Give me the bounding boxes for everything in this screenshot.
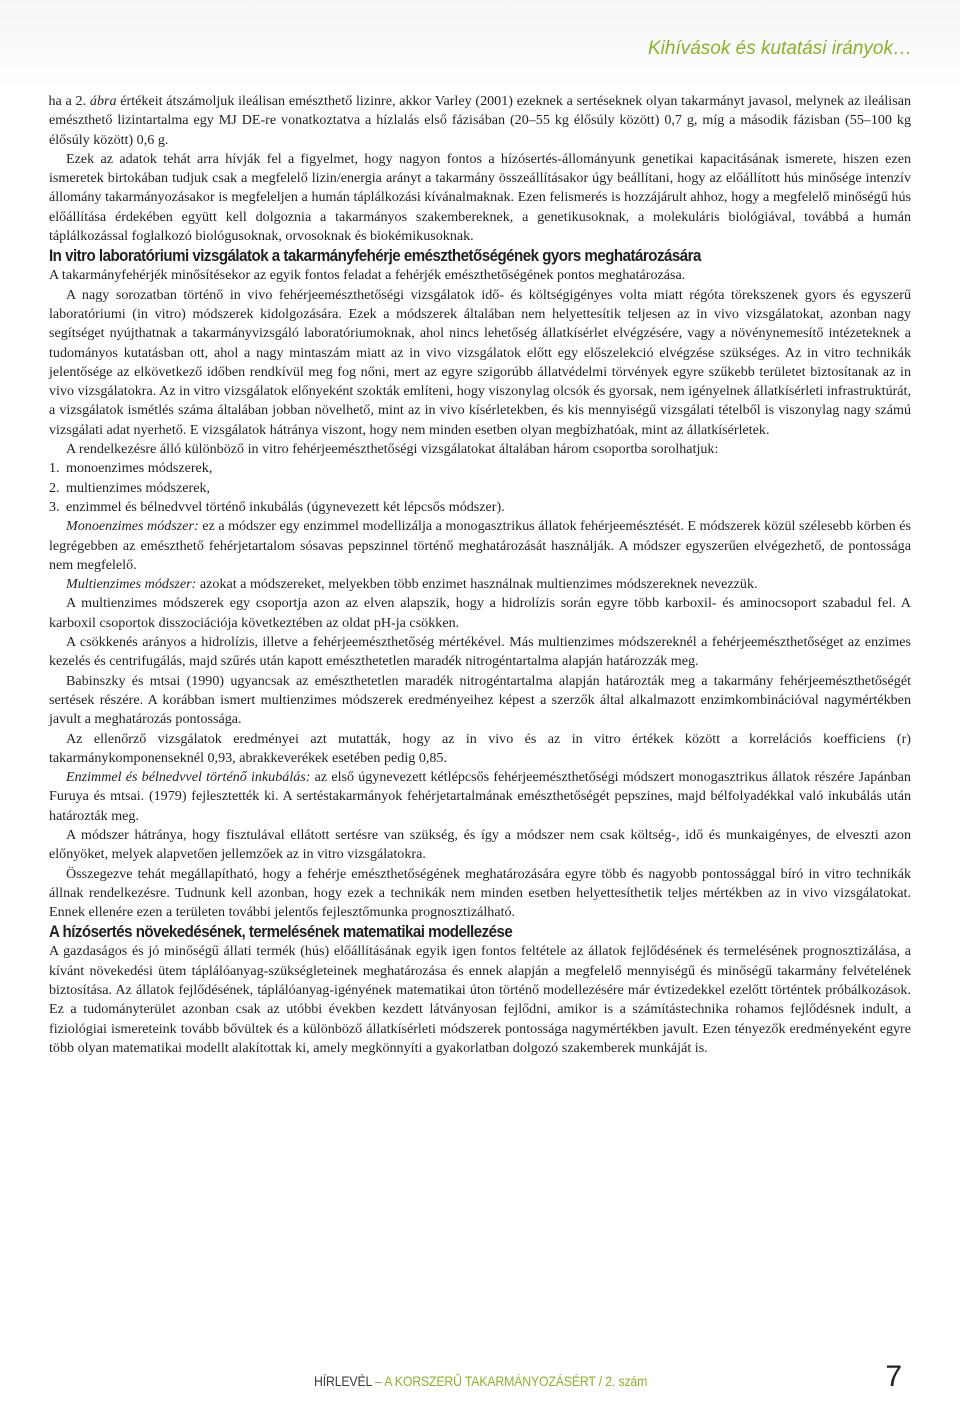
s1-paragraph-2: A nagy sorozatban történő in vivo fehérjeemészthetőségi vizsgálatok idő- és költségigényes volta miatt régóta törekszenek gyors és egyszerű laboratóriumi (in vitro) módszerek kidolgozására. Ezek a módszerek általában nem helyettesítik teljesen az in vivo vizsgálatokat, azonban nagy segítséget nyújthatnak a takarmányvizsgáló laboratóriumoknak, ahol nincs lehetőség állatkísérlet elvégzésére, vagy a növénynemesítő intézeteknek a tudományos kutatásban ott, ahol a nagy mintaszám miatt az in vivo vizsgálatok előtt egy előszelekció elvégzése szükséges. Az in vitro technikák jelentősége az elkövetkező időben rendkívül meg fog nőni, mert az egyre szigorúbb állatvédelmi törvények egyre szűkebb területet biztosítanak az in vivo vizsgálatokra. Az in vitro vizsgálatok előnyeként szokták említeni, hogy viszonylag olcsók és gyorsak, nem igényelnek állatkísérleti infrastruktúrát, a vizsgálatok ismétlés száma általában jobban növelhető, mint az in vivo kísérletekben, és kis mennyiségű vizsgálati tételből is viszonylag nagy számú vizsgálati adat nyerhető. E vizsgálatok hátránya viszont, hogy nem minden esetben olyan megbízhatóak, mint az állatkísérletek. bbox=[49, 286, 911, 438]
method-list bbox=[49, 459, 911, 517]
s1-p10-body: az első úgynevezett kétlépcsős fehérjeemészthetőségi módszert monogasztrikus állatok részére Japánban Furuya és mtsai. (1979) fejlesztették ki. A sertéstakarmányok fehérjetartalmának emészthetőségét pepszines, majd bélfolyadékkal való inkubálás után határozták meg. bbox=[49, 769, 911, 824]
list-number: 3. bbox=[49, 498, 60, 515]
intro-p1-pre: ha a 2. bbox=[48, 93, 90, 109]
s1-paragraph-12: Összegezve tehát megállapítható, hogy a fehérje emészthetőségének meghatározására egyre több és nagyobb pontossággal bíró in vitro technikák állnak rendelkezésre. Tudnunk kell azonban, hogy ezek a technikák nem minden esetben helyettesíthetik teljes mértékben az in vivo vizsgálatokat. Ennek ellenére ezen a területen további jelentős fejlesztőmunka prognosztizálható. bbox=[49, 865, 911, 921]
term-multienzimes: Multienzimes módszer: bbox=[66, 576, 197, 593]
list-number: 1. bbox=[49, 460, 60, 477]
intro-p1-body: értékeit átszámoljuk ileálisan emészthető lizinre, akkor Varley (2001) ezeknek a sertéseknek olyan takarmányt javasol, melynek az ileálisan emészthető lizintartalma egy MJ DE-re vonatkoztatva a hízlalás első fázisában (20–55 kg élősúly között) 0,7 g, míg a második fázisban (55–100 kg élősúly között) 0,6 g. bbox=[49, 93, 912, 148]
section-heading-in-vitro: In vitro laboratóriumi vizsgálatok a takarmányfehérje emészthetőségének gyors meghatározására bbox=[49, 247, 701, 266]
footer-publication bbox=[314, 1373, 647, 1389]
s1-paragraph-1: A takarmányfehérjék minősítésekor az egyik fontos feladat a fehérjék emészthetőségének pontos meghatározása. bbox=[49, 267, 686, 284]
s1-paragraph-enzimmel bbox=[49, 768, 911, 826]
s1-paragraph-multienzimes bbox=[49, 575, 911, 594]
list-item bbox=[49, 498, 911, 517]
intro-paragraph-2: Ezek az adatok tehát arra hívják fel a figyelmet, hogy nagyon fontos a hízósertés-állományunk genetikai kapacitásának ismerete, hiszen ezen ismeretek birtokában tudjuk csak a megfelelő lizin/energia arányt a takarmány összeállításakor úgy beállítani, hogy az előállított hús minősége intenzív állomány takarmányozásakor is megfeleljen a humán táplálkozási kívánalmaknak. Ezen felismerés is hozzájárult ahhoz, hogy a megfelelő minőségű hús előállítása érdekében együtt kell dolgoznia a takarmányos szakembereknek, a genetikusoknak, a molekuláris biológiával, továbbá a humán táplálkozással foglalkozó biológusoknak, orvosoknak és biokémikusoknak. bbox=[49, 150, 911, 245]
list-text: multienzimes módszerek, bbox=[66, 479, 211, 496]
article-body bbox=[49, 92, 911, 1058]
footer-title: – A KORSZERŰ TAKARMÁNYOZÁSÉRT / bbox=[371, 1373, 606, 1389]
term-enzimmel: Enzimmel és bélnedvvel történő inkubálás: bbox=[66, 769, 311, 786]
list-item bbox=[49, 479, 911, 498]
footer-issue: 2. szám bbox=[605, 1373, 648, 1389]
s1-paragraph-11: A módszer hátránya, hogy fisztulával ellátott sertésre van szükség, és így a módszer nem csak költség-, idő és munkaigényes, de elveszti azon előnyöket, melyek alapvetően jellemzőek az in vitro vizsgálatokra. bbox=[49, 826, 911, 863]
s2-paragraph-1: A gazdaságos és jó minőségű állati termék (hús) előállításának egyik igen fontos feltétele az állatok fejlődésének és termelésének prognosztizálása, a kívánt növekedési ütem táplálóanyag-szükségleteinek meghatározása és ennek alapján a megfelelő mennyiségű és minőségű takarmány felvételének biztosítása. Az állatok fejlődésének, táplálóanyag-igényének matematikai úton történő modellezésére már évtizedekkel ezelőtt történtek próbálkozások. Ez a tudományterület azonban csak az utóbbi években kezdett látványosan fejlődni, amikor is a számítástechnika rohamos fejlődésnek indult, a fiziológiai ismereteink tovább bővültek és a különböző állatkísérleti módszerek pontossága nagymértékben javult. Ezen tényezők eredményeként egyre több olyan matematikai modellt alakítottak ki, amely megkönnyíti a gyakorlatban dolgozó szakemberek munkáját is. bbox=[49, 943, 911, 1056]
s1-paragraph-9: Az ellenőrző vizsgálatok eredményei azt mutatták, hogy az in vivo és az in vitro értékek között a korrelációs koefficiens (r) takarmánykomponenseknél 0,93, abrakkeverékek esetében pedig 0,85. bbox=[49, 730, 911, 766]
s1-paragraph-7: A csökkenés arányos a hidrolízis, illetve a fehérjeemészthetőség mértékével. Más multienzimes módszereknél a fehérjeemészthetőséget az enzimes kezelés és centrifugálás, majd szűrés után kapott emészthetetlen maradék nitrogéntartalma alapján határozzák meg. bbox=[49, 634, 911, 670]
intro-paragraph-1 bbox=[49, 92, 911, 150]
list-number: 2. bbox=[49, 479, 60, 496]
s1-paragraph-8: Babinszky és mtsai (1990) ugyancsak az emészthetetlen maradék nitrogéntartalma alapján határozták meg a takarmány fehérjeemészthetőségét sertések részére. A korábban ismert multienzimes módszerek eredményeihez képest a szerzők által alkalmazott enzimkombinációval nagymértékben javult a meghatározás pontossága. bbox=[49, 672, 911, 728]
footer-newsletter: HÍRLEVÉL bbox=[314, 1373, 372, 1389]
list-item bbox=[49, 459, 911, 478]
s1-paragraph-6: A multienzimes módszerek egy csoportja azon az elven alapszik, hogy a hidrolízis során egyre több karboxil- és aminocsoport szabadul fel. A karboxil csoportok disszociációja következtében az oldat pH-ja csökken. bbox=[49, 595, 911, 631]
page-number: 7 bbox=[885, 1360, 902, 1393]
s1-p4-body: ez a módszer egy enzimmel modellizálja a monogasztrikus állatok fehérjeemésztését. E módszerek közül szélesebb körben és legrégebben az emészthető fehérjetartalom sósavas pepszinnel történő meghatározását használják. A módszer egyszerűen elvégezhető, de pontossága nem megfelelő. bbox=[49, 518, 911, 573]
s1-paragraph-3: A rendelkezésre álló különböző in vitro fehérjeemészthetőségi vizsgálatokat általában három csoportba sorolhatjuk: bbox=[66, 441, 719, 458]
list-text: monoenzimes módszerek, bbox=[66, 460, 213, 477]
s1-paragraph-monoenzimes bbox=[49, 517, 911, 575]
intro-p1-figure-ref: ábra bbox=[89, 93, 117, 109]
running-head: Kihívások és kutatási irányok… bbox=[647, 38, 912, 59]
list-text: enzimmel és bélnedvvel történő inkubálás (úgynevezett két lépcsős módszer). bbox=[66, 498, 505, 515]
page-footer bbox=[314, 1360, 914, 1396]
section-heading-modelling: A hízósertés növekedésének, termelésének matematikai modellezése bbox=[49, 923, 513, 942]
s1-p5-body: azokat a módszereket, melyekben több enzimet használnak multienzimes módszereknek nevezzük. bbox=[196, 576, 758, 593]
term-monoenzimes: Monoenzimes módszer: bbox=[66, 518, 199, 535]
